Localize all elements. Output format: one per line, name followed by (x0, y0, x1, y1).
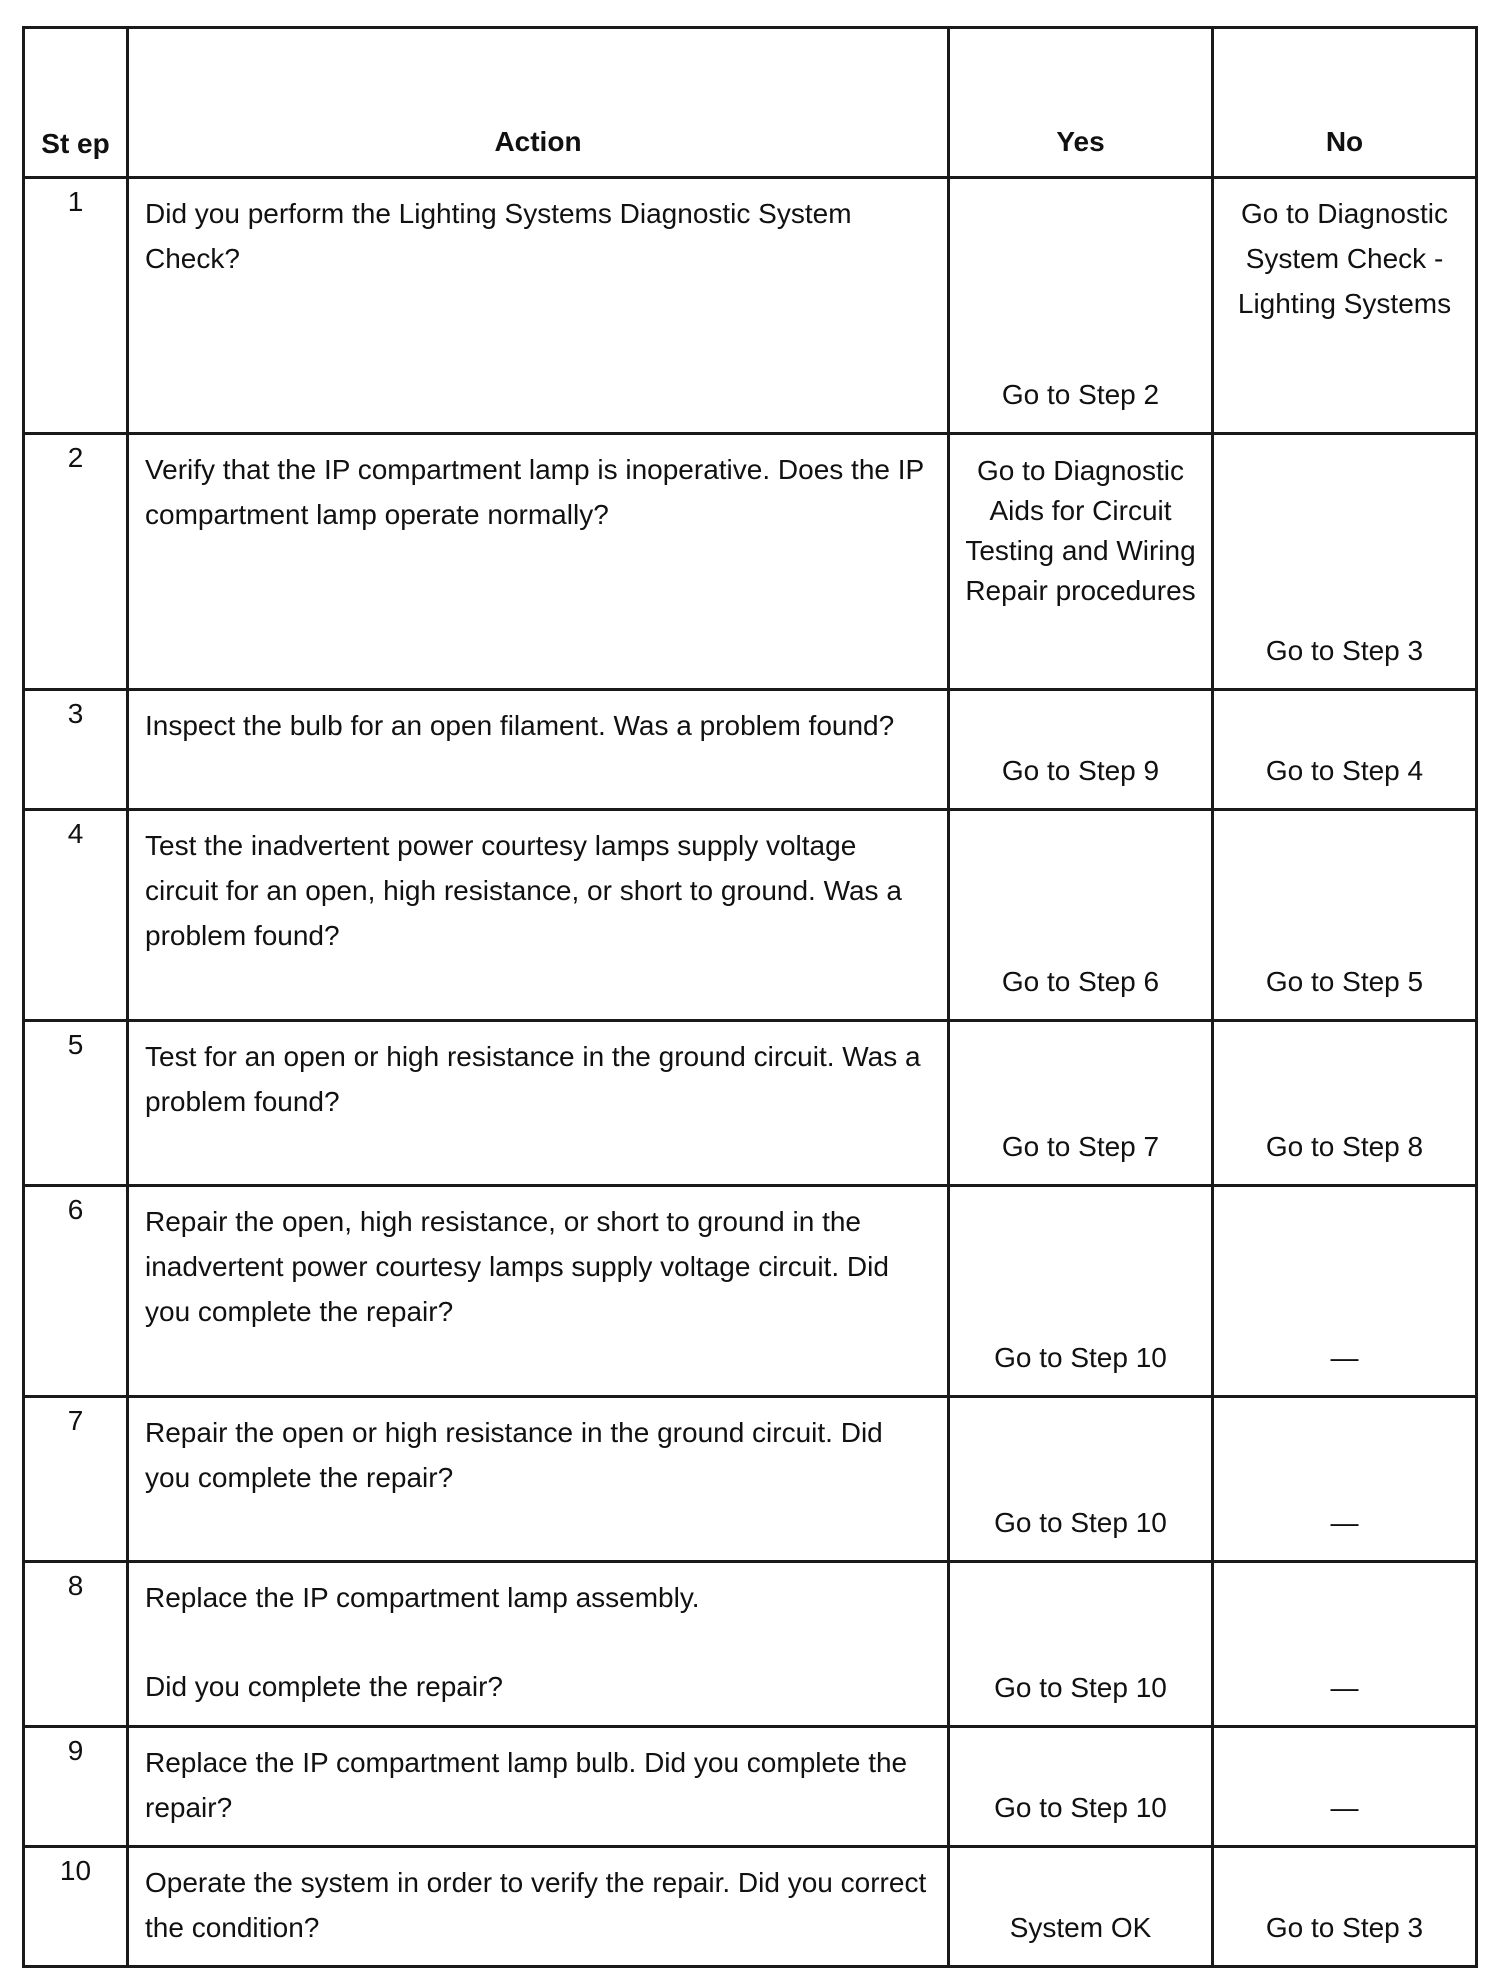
table-row (24, 810, 1477, 1021)
step-number: 3 (24, 690, 128, 810)
no-text: Go to Step 3 (1265, 1912, 1424, 1943)
yes-text: Go to Step 10 (994, 1507, 1167, 1538)
step-number: 1 (24, 178, 128, 434)
header-yes: Yes (949, 28, 1213, 178)
yes-cell (949, 1186, 1213, 1397)
no-cell (1213, 1727, 1477, 1847)
action-text: Inspect the bulb for an open filament. Was a problem found? (128, 690, 949, 810)
step-number: 10 (24, 1847, 128, 1967)
yes-cell (949, 178, 1213, 434)
yes-text: System OK (1009, 1912, 1152, 1943)
yes-text: Go to Step 2 (1001, 379, 1160, 410)
action-question: Did you complete the repair? (145, 1671, 503, 1702)
yes-cell (949, 1562, 1213, 1727)
step-number: 5 (24, 1021, 128, 1186)
header-row (24, 28, 1477, 178)
yes-text: Go to Step 7 (1001, 1131, 1160, 1162)
table-row (24, 1847, 1477, 1967)
yes-cell (949, 1727, 1213, 1847)
no-text: — (1330, 1792, 1359, 1823)
no-text: Go to Step 5 (1265, 966, 1424, 997)
yes-cell (949, 690, 1213, 810)
yes-text: Go to Step 10 (994, 1792, 1167, 1823)
no-cell (1213, 1021, 1477, 1186)
table-row (24, 690, 1477, 810)
action-text: Test for an open or high resistance in the ground circuit. Was a problem found? (128, 1021, 949, 1186)
no-cell (1213, 178, 1477, 434)
step-number: 7 (24, 1397, 128, 1562)
step-number: 4 (24, 810, 128, 1021)
no-text: — (1330, 1672, 1359, 1703)
action-text: Verify that the IP compartment lamp is inoperative. Does the IP compartment lamp operate normally? (128, 434, 949, 690)
action-text: Repair the open, high resistance, or short to ground in the inadvertent power courtesy lamps supply voltage circuit. Did you complete the repair? (128, 1186, 949, 1397)
yes-text: Go to Step 6 (1001, 966, 1160, 997)
no-cell (1213, 434, 1477, 690)
step-number: 2 (24, 434, 128, 690)
yes-cell (949, 434, 1213, 690)
yes-text: Go to Step 10 (994, 1672, 1167, 1703)
action-text: Test the inadvertent power courtesy lamps supply voltage circuit for an open, high resistance, or short to ground. Was a problem found? (128, 810, 949, 1021)
no-text: Go to Step 8 (1265, 1131, 1424, 1162)
action-text: Operate the system in order to verify the repair. Did you correct the condition? (128, 1847, 949, 1967)
no-text: — (1330, 1342, 1359, 1373)
action-text: Replace the IP compartment lamp assembly. (145, 1582, 700, 1613)
table-row (24, 178, 1477, 434)
no-cell (1213, 810, 1477, 1021)
header-no: No (1213, 28, 1477, 178)
action-text: Replace the IP compartment lamp bulb. Did you complete the repair? (128, 1727, 949, 1847)
table-row (24, 1397, 1477, 1562)
yes-cell (949, 1397, 1213, 1562)
yes-cell (949, 1847, 1213, 1967)
table-row (24, 1186, 1477, 1397)
yes-cell (949, 1021, 1213, 1186)
step-number: 6 (24, 1186, 128, 1397)
yes-text: Go to Step 9 (1001, 755, 1160, 786)
no-cell (1213, 1397, 1477, 1562)
diagnostic-table (22, 26, 1478, 1968)
header-step: St ep (24, 28, 128, 178)
no-cell (1213, 1186, 1477, 1397)
step-number: 9 (24, 1727, 128, 1847)
no-cell (1213, 1562, 1477, 1727)
table-row (24, 434, 1477, 690)
header-action: Action (128, 28, 949, 178)
yes-cell (949, 810, 1213, 1021)
table-row (24, 1562, 1477, 1727)
no-text: Go to Diagnostic System Check - Lighting Systems (1237, 198, 1452, 319)
action-text: Repair the open or high resistance in the ground circuit. Did you complete the repair? (128, 1397, 949, 1562)
no-cell (1213, 1847, 1477, 1967)
yes-text: Go to Step 10 (994, 1342, 1167, 1373)
no-text: Go to Step 3 (1265, 635, 1424, 666)
table-row (24, 1727, 1477, 1847)
yes-text: Go to Diagnostic Aids for Circuit Testing and Wiring Repair procedures (965, 455, 1196, 606)
action-cell (128, 1562, 949, 1727)
step-number: 8 (24, 1562, 128, 1727)
no-text: Go to Step 4 (1265, 755, 1424, 786)
no-text: — (1330, 1507, 1359, 1538)
action-text: Did you perform the Lighting Systems Diagnostic System Check? (128, 178, 949, 434)
no-cell (1213, 690, 1477, 810)
table-row (24, 1021, 1477, 1186)
